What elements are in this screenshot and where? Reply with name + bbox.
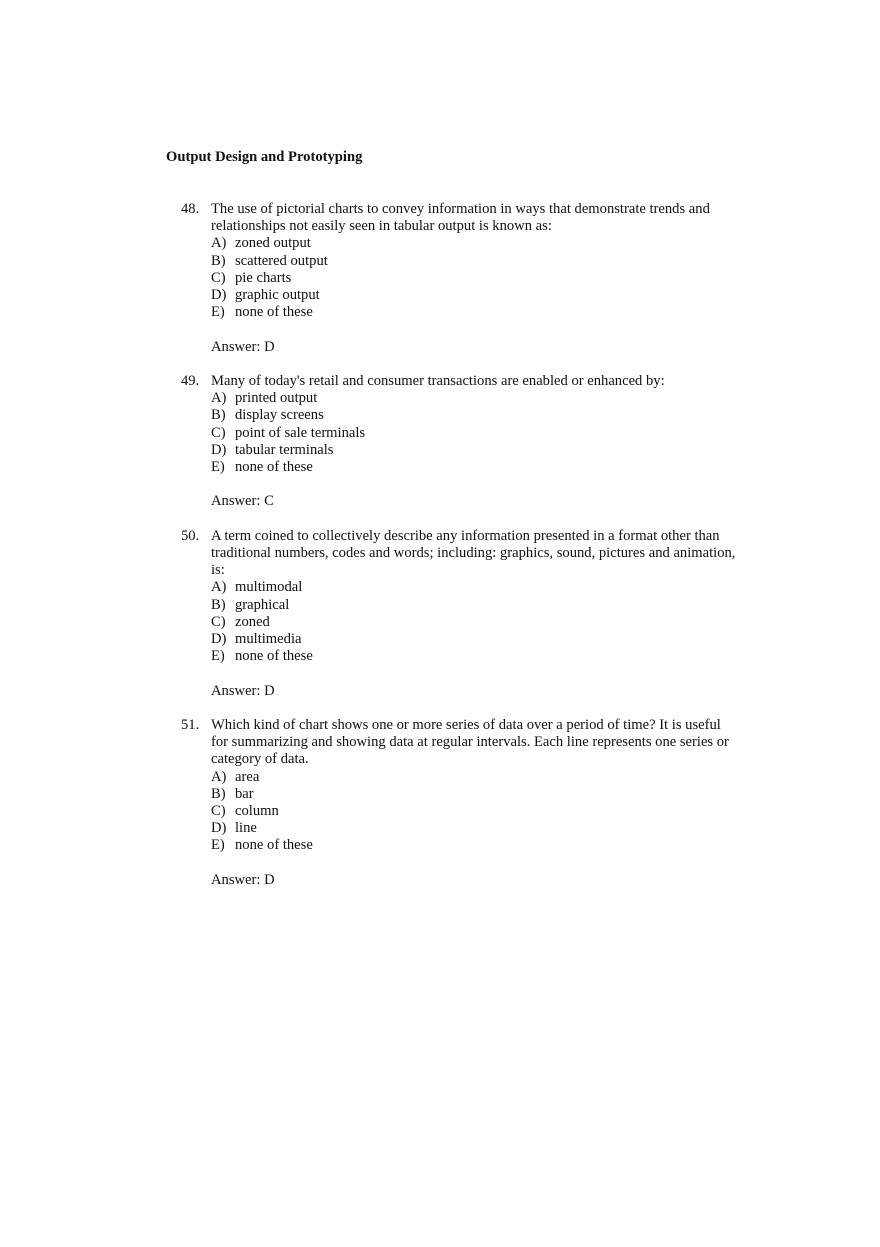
option-letter: C) <box>211 269 226 286</box>
option-a <box>211 235 741 252</box>
option-b <box>211 786 741 803</box>
option-text: column <box>235 803 279 820</box>
option-letter: A) <box>211 768 227 785</box>
option-d <box>211 820 741 837</box>
option-letter: C) <box>211 424 226 441</box>
option-c <box>211 803 741 820</box>
option-c <box>211 425 741 442</box>
option-c <box>211 614 741 631</box>
option-b <box>211 253 741 270</box>
option-a <box>211 390 741 407</box>
option-text: zoned output <box>235 235 311 252</box>
option-text: multimedia <box>235 631 302 648</box>
option-text: scattered output <box>235 252 328 269</box>
option-letter: B) <box>211 252 226 269</box>
question-stem: Which kind of chart shows one or more series of data over a period of time? It is useful for summarizing and showing data at regular intervals. Each line represents one series or category of data. <box>211 717 729 768</box>
option-text: display screens <box>235 407 324 424</box>
option-text: line <box>235 820 257 837</box>
option-letter: C) <box>211 803 226 820</box>
option-list <box>211 769 741 855</box>
option-letter: D) <box>211 820 227 837</box>
option-text: graphic output <box>235 287 320 304</box>
option-b <box>211 597 741 614</box>
option-e <box>211 304 741 321</box>
option-letter: B) <box>211 596 226 613</box>
option-text: pie charts <box>235 269 292 286</box>
question-number: 50. <box>181 527 200 544</box>
option-letter: A) <box>211 579 227 596</box>
question-51 <box>181 717 741 889</box>
question-list <box>181 201 741 906</box>
option-a <box>211 579 741 596</box>
option-letter: D) <box>211 441 227 458</box>
question-stem: The use of pictorial charts to convey information in ways that demonstrate trends and relationships not easily seen in tabular output is known as: <box>211 201 710 235</box>
option-text: bar <box>235 785 254 802</box>
question-number: 49. <box>181 373 200 389</box>
option-letter: E) <box>211 304 225 321</box>
question-50 <box>181 528 741 700</box>
option-b <box>211 407 741 424</box>
option-text: multimodal <box>235 579 303 596</box>
option-letter: A) <box>211 235 227 252</box>
option-a <box>211 769 741 786</box>
answer-line: Answer: D <box>211 682 275 699</box>
option-text: none of these <box>235 837 313 854</box>
option-letter: E) <box>211 459 225 476</box>
option-text: none of these <box>235 304 313 321</box>
question-49 <box>181 373 741 511</box>
option-text: point of sale terminals <box>235 424 366 441</box>
option-letter: D) <box>211 631 227 648</box>
option-letter: E) <box>211 837 225 854</box>
section-title: Output Design and Prototyping <box>166 149 363 165</box>
option-text: none of these <box>235 648 313 665</box>
option-list <box>211 390 741 476</box>
option-e <box>211 459 741 476</box>
option-text: tabular terminals <box>235 441 334 458</box>
option-d <box>211 287 741 304</box>
option-text: none of these <box>235 459 313 476</box>
option-e <box>211 837 741 854</box>
option-letter: D) <box>211 287 227 304</box>
option-letter: C) <box>211 613 226 630</box>
question-number: 51. <box>181 717 200 733</box>
option-text: area <box>235 768 260 785</box>
question-stem: A term coined to collectively describe any information presented in a format other than traditional numbers, codes and words; including: graphics, sound, pictures and animation, is: <box>211 527 736 579</box>
option-d <box>211 631 741 648</box>
option-text: printed output <box>235 390 318 407</box>
question-48 <box>181 201 741 356</box>
option-letter: E) <box>211 648 225 665</box>
option-c <box>211 270 741 287</box>
option-d <box>211 442 741 459</box>
option-text: graphical <box>235 596 290 613</box>
option-letter: A) <box>211 390 227 407</box>
answer-line: Answer: D <box>211 871 275 888</box>
option-list <box>211 579 741 665</box>
option-list <box>211 235 741 321</box>
option-letter: B) <box>211 407 226 424</box>
answer-line: Answer: D <box>211 338 275 355</box>
question-stem: Many of today's retail and consumer transactions are enabled or enhanced by: <box>211 373 665 389</box>
question-number: 48. <box>181 201 200 217</box>
option-letter: B) <box>211 785 226 802</box>
option-e <box>211 648 741 665</box>
option-text: zoned <box>235 613 270 630</box>
answer-line: Answer: C <box>211 493 274 510</box>
